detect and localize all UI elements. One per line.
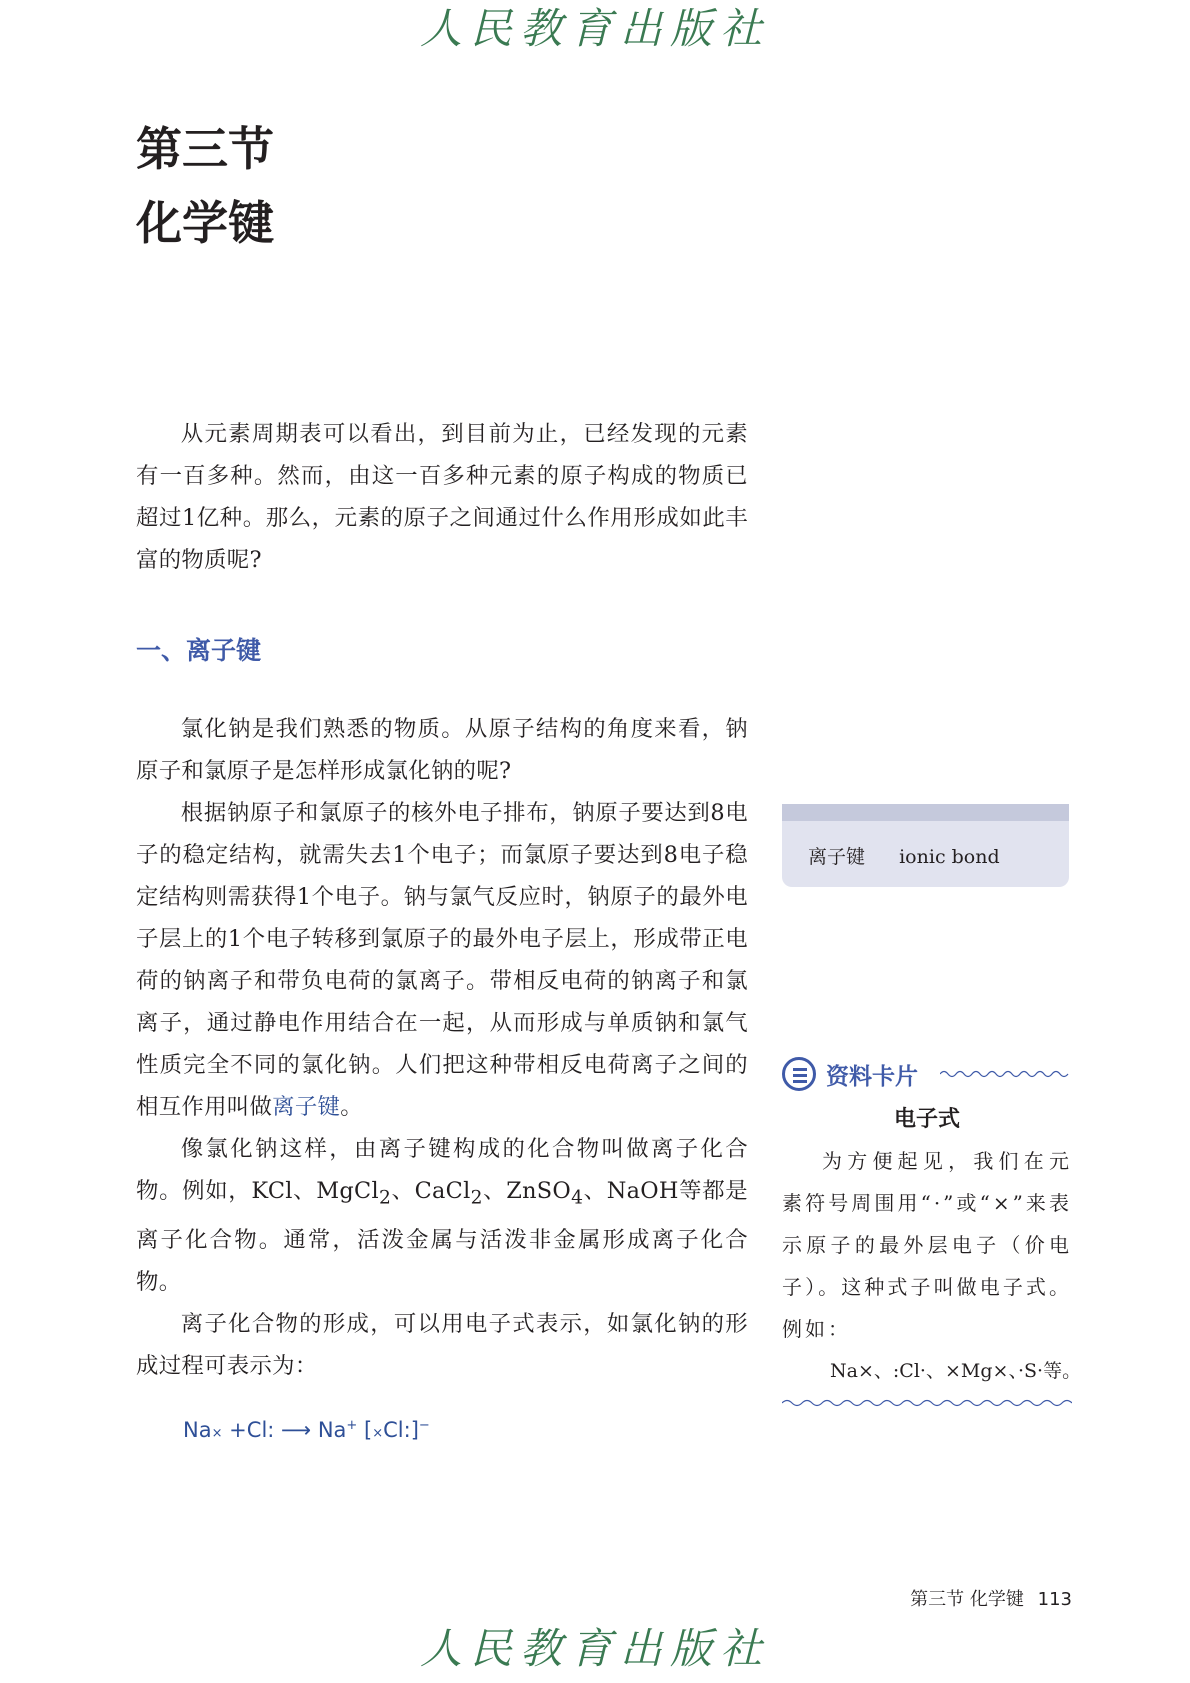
compound-sep: 、: [583, 1178, 607, 1204]
keyterm-ionic-bond: 离子键: [272, 1094, 341, 1120]
page-number: 113: [1037, 1589, 1072, 1610]
example-sep: 、: [925, 1360, 945, 1382]
compound-naoh: NaOH: [606, 1178, 679, 1204]
example-tail: 等。: [1043, 1360, 1082, 1382]
decorative-wave-top: [940, 1069, 1072, 1079]
body-paragraph-3: [136, 1128, 748, 1303]
publisher-watermark-bottom: 人民教育出版社: [419, 1624, 770, 1673]
vocab-term-zh: 离子键: [808, 846, 866, 868]
section-topic-title: 化学键: [136, 196, 274, 250]
intro-paragraph: 从元素周期表可以看出，到目前为止，已经发现的元素有一百多种。然而，由这一百多种元素的原子构成的物质已超过1亿种。那么，元素的原子之间通过什么作用形成如此丰富的物质呢?: [136, 421, 748, 573]
example-cl-dots: :: [892, 1360, 900, 1382]
example-s-dot-left: ·: [1017, 1360, 1025, 1382]
example-cl: Cl: [899, 1360, 920, 1382]
p3-tail: 等都是离子化合物。通常，活泼金属与活泼非金属形成离子化合物。: [136, 1178, 748, 1296]
compound-kcl: KCl: [251, 1178, 293, 1204]
compound-znso4: ZnSO$_4$: [506, 1178, 584, 1209]
vocab-term-en: ionic bond: [899, 846, 1000, 868]
intro-block: [136, 413, 748, 581]
example-mg-x-right: ×: [992, 1360, 1009, 1382]
example-na: Na×: [830, 1360, 874, 1382]
body-paragraph-4: 离子化合物的形成，可以用电子式表示，如氯化钠的形成过程可表示为：: [136, 1311, 748, 1380]
data-card-body: [782, 1140, 1072, 1350]
body-paragraph-2-end: 。: [340, 1094, 363, 1120]
formula-na-charge: +: [346, 1418, 358, 1433]
nacl-formation-formula: [183, 1418, 430, 1442]
vocab-box: [782, 804, 1069, 887]
example-sep: 、: [873, 1360, 893, 1382]
formula-electron-x: ×: [211, 1426, 223, 1441]
formula-bracket-close: ]: [410, 1418, 419, 1442]
body-paragraph-1: 氯化钠是我们熟悉的物质。从原子结构的角度来看，钠原子和氯原子是怎样形成氯化钠的呢?: [136, 716, 748, 784]
footer-topic: 化学键: [969, 1589, 1024, 1610]
formula-cl-charge: −: [418, 1418, 430, 1433]
example-cl-dot: ·: [919, 1360, 926, 1382]
data-card-header: [782, 1057, 1072, 1093]
footer-section: 第三节: [910, 1589, 965, 1610]
body-block: [136, 708, 748, 1387]
formula-na: Na: [183, 1418, 212, 1442]
example-sep: 、: [1008, 1360, 1018, 1382]
data-card-label: 资料卡片: [826, 1064, 918, 1090]
formula-plus: +: [229, 1418, 247, 1442]
section-title: [136, 112, 274, 260]
example-mg-x-left: ×: [944, 1360, 961, 1382]
example-s-dot-right: ·: [1037, 1360, 1044, 1382]
body-paragraph-2-text: 根据钠原子和氯原子的核外电子排布，钠原子要达到8电子的稳定结构，就需失去1个电子；而氯原子要达到8电子稳定结构则需获得1个电子。钠与氯气反应时，钠原子的最外电子层上的1个电子转移到氯原子的最外电子层上，形成带正电荷的钠离子和带负电荷的氯离子。带相反电荷的钠离子和氯离子，通过静电作用结合在一起，从而形成与单质钠和氯气性质完全不同的氯化钠。人们把这种带相反电荷离子之间的相互作用叫做: [136, 800, 748, 1120]
vocab-box-bar: [782, 804, 1069, 821]
page-footer: [900, 1585, 1072, 1611]
data-card-title: 电子式: [893, 1107, 960, 1132]
vocab-term: [808, 842, 1000, 869]
example-mg: Mg: [960, 1360, 993, 1382]
formula-cl-ion-dots: :: [403, 1418, 411, 1442]
data-card-text: 为方便起见，我们在元素符号周围用“·”或“×”来表示原子的最外层电子（价电子）。这种式子叫做电子式。例如：: [782, 1149, 1072, 1341]
formula-electron-x-2: ×: [372, 1426, 384, 1441]
formula-na-ion: Na: [317, 1418, 347, 1442]
publisher-watermark-top: 人民教育出版社: [419, 4, 770, 53]
formula-cl-dots: :: [267, 1418, 275, 1442]
compound-sep: 、: [292, 1178, 317, 1204]
formula-bracket-open: [: [364, 1418, 373, 1442]
section-number-title: 第三节: [136, 122, 274, 176]
formula-arrow: ⟶: [281, 1418, 312, 1442]
p3-lead: 像氯化钠这样，由离子键构成的化合物叫做离子化合物。例如，: [136, 1136, 748, 1204]
formula-cl-ion: Cl: [383, 1418, 404, 1442]
document-icon: [782, 1057, 816, 1091]
subsection-heading: 一、离子键: [136, 636, 262, 665]
compound-sep: 、: [391, 1178, 415, 1204]
formula-cl: Cl: [246, 1418, 268, 1442]
example-s: S: [1024, 1360, 1038, 1382]
electron-dot-examples: [830, 1356, 1081, 1383]
compound-mgcl2: MgCl$_2$: [316, 1178, 392, 1209]
body-paragraph-2: [136, 792, 748, 1128]
decorative-wave-bottom: [782, 1398, 1072, 1408]
compound-cacl2: CaCl$_2$: [414, 1178, 483, 1209]
compound-sep: 、: [482, 1178, 507, 1204]
